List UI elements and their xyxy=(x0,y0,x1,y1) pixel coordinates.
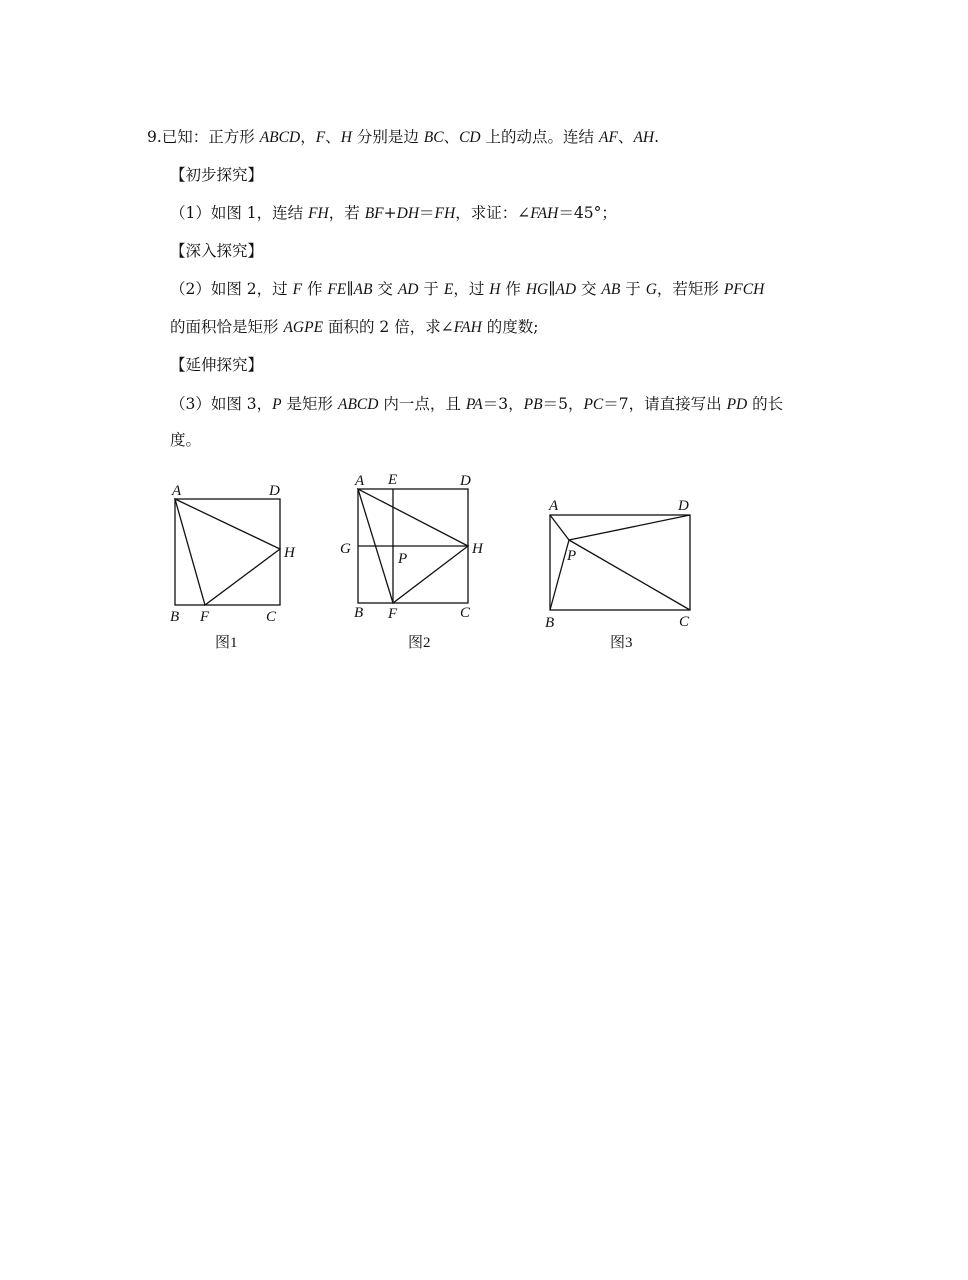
figure-2 xyxy=(340,472,484,651)
fig2-label-b: B xyxy=(354,605,364,621)
fig2-label-e: E xyxy=(388,472,398,488)
problem-statement: 9.已知：正方形 ABCD，F、H 分别是边 BC、CD 上的动点。连结 AF、AH. xyxy=(147,128,660,146)
fig3-label-c: C xyxy=(679,614,690,630)
fig2-label-p: P xyxy=(398,551,408,567)
fig2-label-h: H xyxy=(472,541,483,557)
fig2-label-d: D xyxy=(460,473,471,489)
fig2-label-c: C xyxy=(460,605,471,621)
fig1-label-b: B xyxy=(170,609,180,625)
fig1-triangle-afh xyxy=(175,499,280,605)
fig2-label-f: F xyxy=(388,606,398,622)
fig1-label-h: H xyxy=(284,545,295,561)
part-2-text-line-1: （2）如图 2，过 F 作 FE∥AB 交 AD 于 E，过 H 作 HG∥AD 交 AB 于 G，若矩形 PFCH xyxy=(170,280,765,298)
fig3-caption: 图3 xyxy=(610,635,633,651)
fig3-label-d: D xyxy=(678,498,689,514)
fig2-label-g: G xyxy=(340,541,351,557)
figure-3 xyxy=(545,498,690,651)
fig3-segment-pa xyxy=(550,515,569,540)
part-3-text-line-1: （3）如图 3，P 是矩形 ABCD 内一点，且 PA＝3，PB＝5，PC＝7，请直接写出 PD 的长 xyxy=(170,395,784,413)
fig1-label-f: F xyxy=(200,609,210,625)
part-1-text: （1）如图 1，连结 FH，若 BF+DH＝FH，求证：∠FAH＝45°； xyxy=(170,204,617,222)
figure-1 xyxy=(170,483,296,651)
fig3-label-a: A xyxy=(549,498,559,514)
fig1-label-a: A xyxy=(172,483,182,499)
section-title-extended: 【延伸探究】 xyxy=(170,356,264,374)
fig3-label-b: B xyxy=(545,615,555,631)
fig2-label-a: A xyxy=(355,473,365,489)
section-title-initial: 【初步探究】 xyxy=(170,166,264,184)
fig1-label-c: C xyxy=(266,609,277,625)
fig1-caption: 图1 xyxy=(215,635,238,651)
part-3-text-line-2: 度。 xyxy=(170,431,202,449)
fig1-square xyxy=(175,499,280,605)
fig3-label-p: P xyxy=(567,548,577,564)
section-title-deeper: 【深入探究】 xyxy=(170,242,264,260)
fig1-label-d: D xyxy=(269,483,280,499)
fig2-caption: 图2 xyxy=(408,635,431,651)
fig3-segment-pc xyxy=(569,540,690,610)
part-2-text-line-2: 的面积恰是矩形 AGPE 面积的 2 倍，求∠FAH 的度数; xyxy=(170,318,539,336)
fig3-segment-pd xyxy=(569,515,690,540)
